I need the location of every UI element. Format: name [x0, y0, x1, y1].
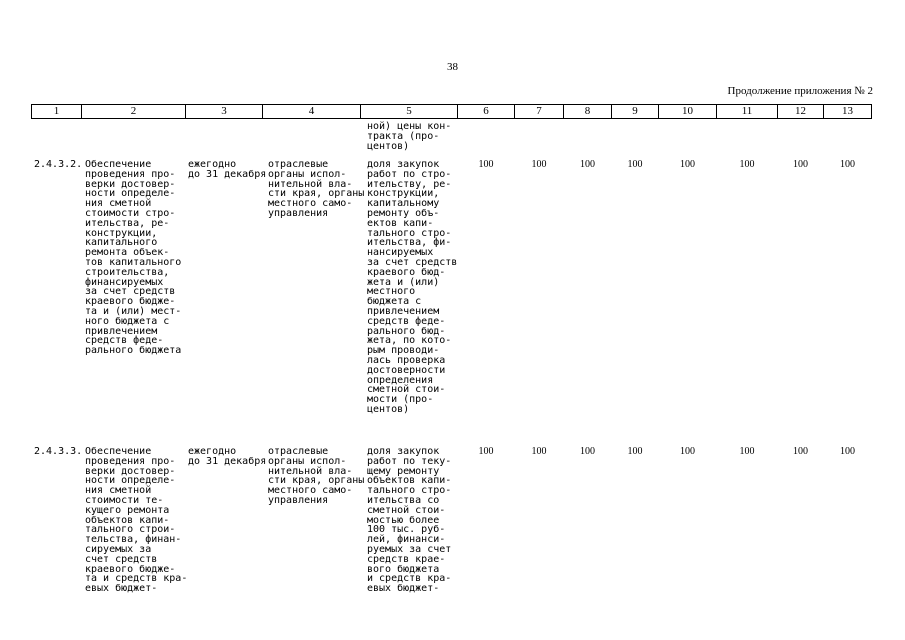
- row-value-col9: 100: [627, 446, 643, 457]
- header-col-5: 5: [406, 105, 412, 117]
- header-col-3: 3: [221, 105, 227, 117]
- carry-over-indicator-text: ной) цены кон- тракта (про- центов): [367, 121, 452, 152]
- header-col-2: 2: [130, 105, 137, 117]
- row-activity-name: Обеспечение проведения про- верки достовер- ности определе- ния сметной стоимости стро- ительства, ре- конструкции, капитального ремонта объек- тов капитального строительства, финансируемых за счет средств краевого бюдже- та и (или) мест- ного бюджета с привлечением средств феде- рального бюджета: [85, 159, 182, 357]
- page-number: 38: [447, 61, 458, 73]
- continuation-note: Продолжение приложения № 2: [727, 85, 873, 97]
- row-id: 2.4.3.2.: [34, 159, 83, 170]
- row-value-col6: 100: [478, 446, 494, 457]
- row-value-col12: 100: [793, 159, 808, 170]
- row-value-col13: 100: [840, 446, 855, 457]
- row-value-col9: 100: [627, 159, 643, 170]
- row-id: 2.4.3.3.: [34, 446, 83, 457]
- row-executor: отраслевые органы испол- нительной вла- сти края, органы местного само- управления: [268, 159, 365, 219]
- row-value-col11: 100: [739, 446, 755, 457]
- header-col-1: 1: [53, 105, 60, 117]
- row-activity-name: Обеспечение проведения про- верки достовер- ности определе- ния сметной стоимости те- кущего ремонта объектов капи- тального строи- тельства, финан- сируемых за счет средств краевого бюдже- та и средств кра- евых бюджет-: [85, 446, 188, 595]
- row-value-col8: 100: [580, 446, 595, 457]
- row-value-col11: 100: [739, 159, 755, 170]
- row-value-col7: 100: [531, 159, 547, 170]
- row-value-col8: 100: [580, 159, 595, 170]
- row-value-col12: 100: [793, 446, 808, 457]
- row-executor: отраслевые органы испол- нительной вла- сти края, органы местного само- управления: [268, 446, 365, 506]
- header-col-10: 10: [682, 105, 693, 117]
- row-deadline: ежегодно до 31 декабря: [188, 159, 267, 180]
- row-value-col10: 100: [680, 446, 695, 457]
- header-col-8: 8: [584, 105, 591, 117]
- row-value-col7: 100: [531, 446, 547, 457]
- row-indicator: доля закупок работ по теку- щему ремонту объектов капи- тального стро- ительства со сметной стои- мостью более 100 тыс. руб- лей, финанси- руемых за счет средств крае- вого бюджета и средств кра- евых бюджет-: [367, 446, 452, 595]
- row-value-col10: 100: [680, 159, 695, 170]
- header-col-9: 9: [632, 105, 638, 117]
- row-indicator: доля закупок работ по стро- ительству, ре- конструкции, капитальному ремонту объ- ектов капи- тального стро- ительства, фи- нансируемых за счет средств краевого бюд- жета и (или) местного бюджета с привлечением средств феде- рального бюд- жета, по кото- рым проводи- лась проверка достоверности определения сметной стои- мости (про- центов): [367, 159, 458, 415]
- header-col-7: 7: [536, 105, 542, 117]
- header-col-11: 11: [741, 105, 753, 117]
- row-value-col13: 100: [840, 159, 855, 170]
- row-deadline: ежегодно до 31 декабря: [188, 446, 267, 467]
- row-value-col6: 100: [478, 159, 494, 170]
- header-col-13: 13: [842, 105, 853, 117]
- header-col-12: 12: [795, 105, 806, 117]
- header-col-6: 6: [483, 105, 489, 117]
- header-col-4: 4: [308, 105, 315, 117]
